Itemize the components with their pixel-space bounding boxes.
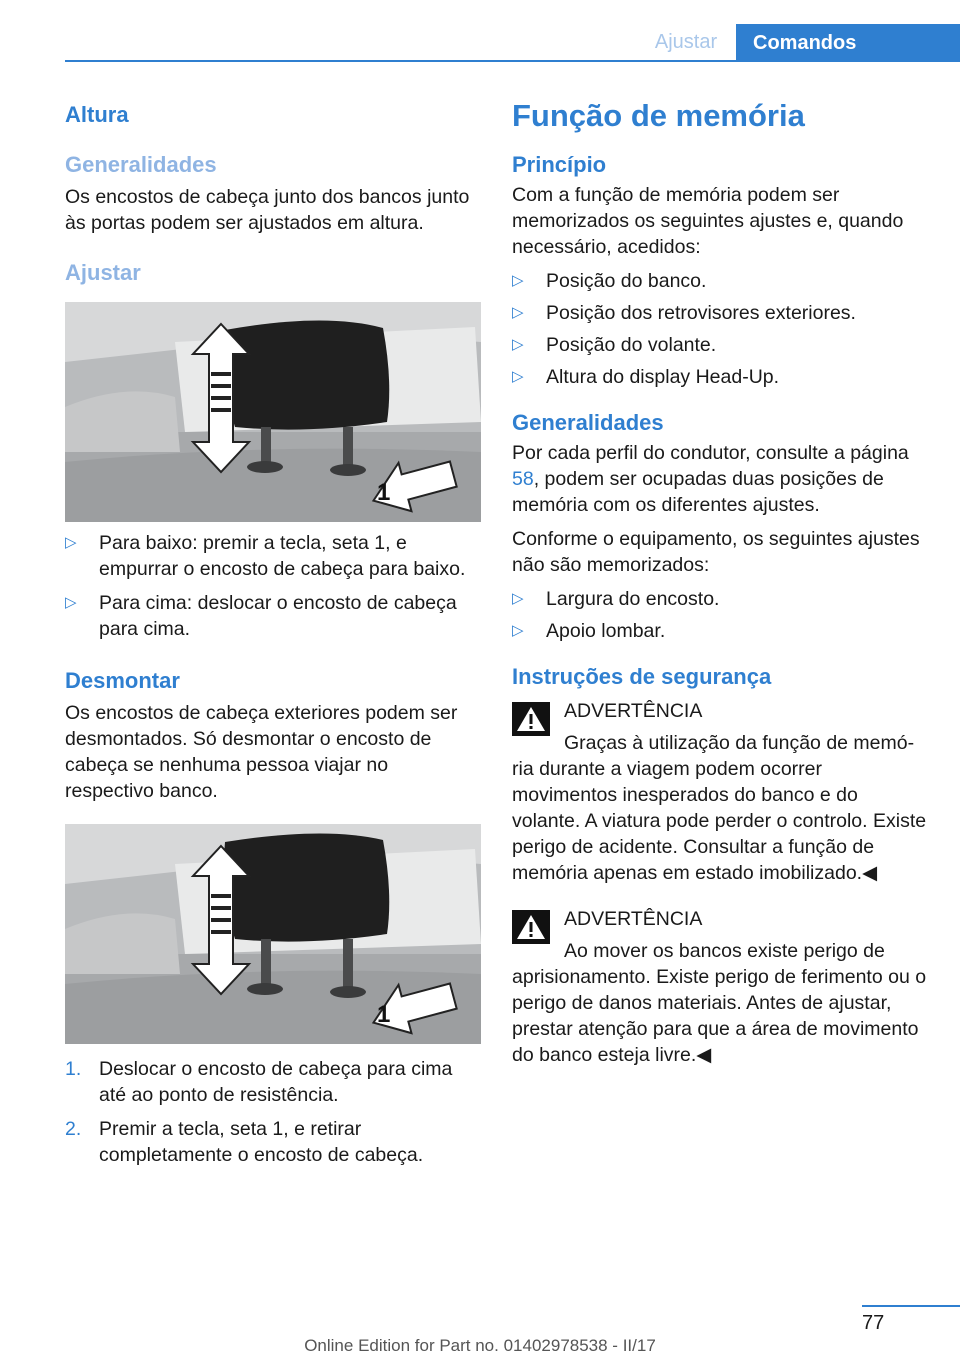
heading-funcao-memoria: Função de memória [512,98,805,133]
heading-generalidades: Generalidades [65,152,217,177]
header-section-tab: Ajustar [654,30,718,53]
heading-generalidades: Generalidades [512,410,664,435]
list-item: ▷ Posição do volante. [512,334,717,356]
header-rule [65,60,960,62]
list-item: ▷ Para baixo: premir a tecla, seta 1, e empurrar o encosto de cabeça para baixo. [65,532,466,580]
list-item: ▷ Largura do encosto. [512,588,720,610]
paragraph-principio: Com a função de memória podem ser memorizados os seguintes ajustes e, quando necessário, acedidos: [512,184,904,258]
paragraph-desmontar: Os encostos de cabeça exteriores podem ser desmontados. Só desmontar o encosto de cabeça se nenhuma pessoa viajar no respectivo banco. [65,702,458,802]
figure-label-1: 1 [377,479,391,506]
headrest-illustration-1 [65,302,481,522]
triangle-bullet-icon: ▷ [512,304,524,321]
warning-text: Ao mover os bancos existe perigo de [564,940,885,962]
left-column [65,98,481,1168]
list-item: ▷ Apoio lombar. [512,620,666,642]
warning-block [512,698,928,886]
paragraph-generalidades-2: Conforme o equipamento, os seguintes ajustes não são memorizados: [512,528,920,576]
warning-title: ADVERTÊNCIA [564,700,703,722]
edition-footer: Online Edition for Part no. 01402978538 - II/17 [304,1336,656,1355]
footer-rule [862,1305,960,1307]
headrest-image [65,824,481,1044]
list-item: ▷ Posição dos retrovisores exteriores. [512,302,856,324]
list-item: ▷ Posição do banco. [512,270,707,292]
heading-ajustar: Ajustar [65,260,141,285]
generalidades-list [512,586,928,644]
warning-triangle-icon [512,910,550,944]
heading-principio: Princípio [512,152,607,177]
triangle-bullet-icon: ▷ [512,368,524,385]
principio-list [512,268,928,390]
triangle-bullet-icon: ▷ [512,272,524,289]
right-column [512,98,928,1068]
triangle-bullet-icon: ▷ [65,534,77,551]
heading-altura: Altura [65,102,129,127]
warning-title: ADVERTÊNCIA [564,908,703,930]
list-item: ▷ Altura do display Head-Up. [512,366,780,388]
paragraph-generalidades: Por cada perfil do condutor, consulte a página 58, podem ser ocupadas duas posições de memória com os diferentes ajustes. [512,442,909,516]
ajustar-list [65,530,481,642]
list-item: 1. Deslocar o encosto de cabeça para cima até ao ponto de resistência. [65,1058,453,1106]
desmontar-steps [65,1056,481,1168]
heading-seguranca: Instruções de segurança [512,664,772,689]
warning-text: ria durante a viagem podem ocorrer movimentos inesperados do banco e do volante. A viatura pode perder o controlo. Existe perigo de acidente. Consultar a função de memória apenas em estado imobilizado.◀ [512,758,927,884]
triangle-bullet-icon: ▷ [65,594,77,611]
heading-desmontar: Desmontar [65,668,180,693]
triangle-bullet-icon: ▷ [512,336,524,353]
paragraph-generalidades: Os encostos de cabeça junto dos bancos junto às portas podem ser ajustados em altura. [65,186,470,234]
page-link[interactable]: 58 [512,468,534,490]
headrest-image [65,302,481,522]
header-chapter-tab: Comandos [736,24,960,62]
warning-triangle-icon [512,702,550,736]
page-number: 77 [862,1312,885,1334]
warning-text: Graças à utilização da função de memó- [564,732,915,754]
triangle-bullet-icon: ▷ [512,622,524,639]
figure-label-1: 1 [377,1001,391,1028]
headrest-illustration-2 [65,824,481,1044]
list-item: 2. Premir a tecla, seta 1, e retirar completamente o encosto de cabeça. [65,1118,424,1166]
list-item: ▷ Para cima: deslocar o encosto de cabeça para cima. [65,592,457,640]
warning-text: aprisionamento. Existe perigo de ferimento ou o perigo de danos materiais. Antes de ajustar, prestar atenção para que a área de movimento do banco esteja livre.◀ [512,966,927,1066]
triangle-bullet-icon: ▷ [512,590,524,607]
warning-block [512,906,928,1068]
